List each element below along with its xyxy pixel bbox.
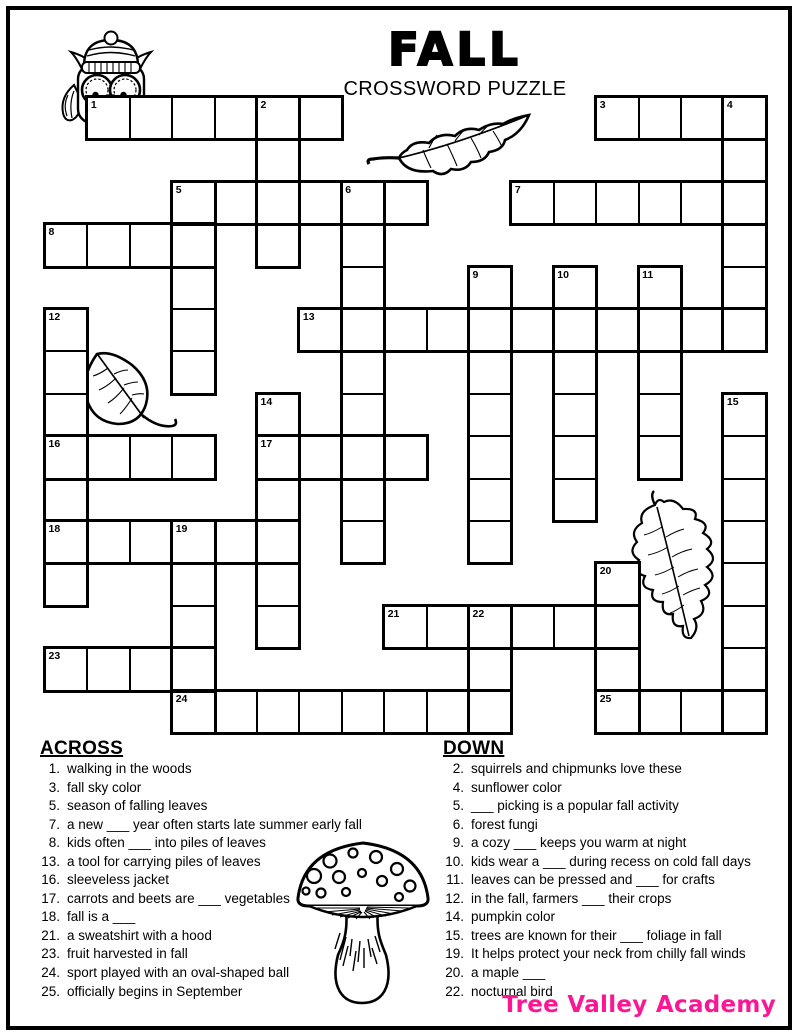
clue-text: pumpkin color — [471, 909, 556, 925]
clue-item — [437, 927, 751, 946]
cell-number: 25 — [599, 692, 612, 705]
crossword-cell[interactable] — [172, 606, 214, 648]
crossword-cell[interactable] — [723, 139, 765, 181]
crossword-cell[interactable] — [681, 182, 723, 224]
clue-text: kids often ___ into piles of leaves — [67, 835, 266, 851]
cell-number: 24 — [175, 692, 188, 705]
across-clue-list — [33, 760, 362, 1001]
crossword-cell[interactable] — [511, 606, 553, 648]
clue-item — [437, 797, 751, 816]
crossword-cell[interactable] — [469, 394, 511, 436]
page-subtitle: CROSSWORD PUZZLE — [343, 78, 567, 100]
clue-text: a new ___ year often starts late summer early fall — [67, 816, 362, 832]
crossword-cell[interactable] — [342, 691, 384, 733]
clue-number: 4. — [452, 779, 464, 795]
cell-number: 13 — [302, 311, 315, 323]
crossword-cell[interactable] — [172, 309, 214, 351]
crossword-cell[interactable] — [130, 648, 172, 690]
crossword-cell[interactable] — [87, 648, 129, 690]
cell-number: 8 — [48, 226, 55, 239]
clue-number: 23. — [41, 946, 60, 962]
crossword-cell[interactable] — [723, 648, 765, 690]
crossword-cell[interactable] — [130, 97, 172, 139]
crossword-cell[interactable] — [723, 691, 765, 733]
crossword-cell[interactable] — [427, 309, 469, 351]
crossword-cell[interactable] — [469, 648, 511, 690]
crossword-cell[interactable] — [554, 606, 596, 648]
clue-item — [33, 779, 362, 798]
cell-number: 14 — [260, 395, 273, 408]
clue-item — [33, 871, 362, 890]
clue-text: officially begins in September — [67, 983, 243, 999]
crossword-cell[interactable] — [257, 606, 299, 648]
crossword-cell[interactable] — [681, 97, 723, 139]
clue-text: It helps protect your neck from chilly fall winds — [471, 946, 746, 962]
clue-item — [33, 945, 362, 964]
clue-number: 3. — [48, 779, 60, 795]
clue-item — [33, 760, 362, 779]
cell-number: 4 — [726, 99, 733, 111]
crossword-cell[interactable] — [469, 309, 511, 351]
crossword-cell[interactable] — [342, 309, 384, 351]
clue-text: carrots and beets are ___ vegetables — [67, 890, 290, 906]
clue-item — [33, 890, 362, 909]
clue-text: walking in the woods — [67, 761, 192, 776]
cell-number: 1 — [90, 99, 97, 111]
clue-text: a sweatshirt with a hood — [67, 927, 212, 943]
crossword-cell[interactable] — [342, 224, 384, 266]
crossword-cell[interactable] — [723, 606, 765, 648]
oak-leaf-icon — [624, 489, 724, 649]
crossword-cell[interactable] — [130, 436, 172, 478]
clue-text: trees are known for their ___ foliage in fall — [471, 927, 722, 943]
crossword-cell[interactable] — [639, 351, 681, 393]
clue-text: fruit harvested in fall — [67, 946, 188, 962]
clue-text: a cozy ___ keeps you warm at night — [471, 835, 687, 851]
clue-text: a maple ___ — [471, 965, 546, 981]
crossword-cell[interactable] — [45, 563, 87, 605]
crossword-cell[interactable] — [469, 521, 511, 563]
clue-text: fall is a ___ — [67, 909, 136, 925]
crossword-cell[interactable] — [723, 479, 765, 521]
crossword-cell[interactable] — [257, 563, 299, 605]
clue-item — [33, 983, 362, 1002]
crossword-cell[interactable] — [639, 691, 681, 733]
crossword-cell[interactable] — [257, 182, 299, 224]
crossword-cell[interactable] — [342, 521, 384, 563]
clue-item — [33, 816, 362, 835]
clue-text: ___ picking is a popular fall activity — [471, 798, 679, 814]
clue-item — [437, 945, 751, 964]
cell-number: 18 — [48, 523, 61, 535]
crossword-cell[interactable] — [639, 97, 681, 139]
crossword-cell[interactable] — [215, 97, 257, 139]
crossword-cell[interactable] — [172, 563, 214, 605]
crossword-cell[interactable] — [681, 691, 723, 733]
crossword-cell[interactable] — [257, 224, 299, 266]
crossword-cell[interactable] — [342, 436, 384, 478]
clue-item — [33, 908, 362, 927]
clue-number: 25. — [41, 983, 60, 999]
clue-item — [33, 797, 362, 816]
cell-number: 3 — [599, 99, 606, 111]
cell-number: 2 — [260, 99, 267, 111]
clue-number: 18. — [41, 909, 60, 925]
crossword-cell[interactable] — [45, 479, 87, 521]
crossword-cell[interactable] — [723, 563, 765, 605]
clue-item — [33, 834, 362, 853]
clue-item — [33, 927, 362, 946]
crossword-cell[interactable] — [215, 691, 257, 733]
clue-text: leaves can be pressed and ___ for crafts — [471, 872, 715, 888]
crossword-cell[interactable] — [723, 309, 765, 351]
cell-number: 10 — [557, 268, 569, 281]
clue-number: 1. — [48, 761, 60, 776]
crossword-cell[interactable] — [299, 691, 341, 733]
cell-number: 22 — [472, 607, 485, 620]
clue-text: fall sky color — [67, 779, 142, 795]
cell-number: 9 — [472, 268, 479, 281]
cell-number: 20 — [599, 565, 612, 578]
clue-item — [437, 834, 751, 853]
crossword-cell[interactable] — [554, 436, 596, 478]
crossword-cell[interactable] — [469, 479, 511, 521]
cell-number: 7 — [514, 183, 521, 196]
crossword-cell[interactable] — [639, 436, 681, 478]
crossword-cell[interactable] — [87, 224, 129, 266]
branding-text: Tree Valley Academy — [502, 992, 776, 1018]
crossword-cell[interactable] — [596, 648, 638, 690]
cell-number: 12 — [48, 311, 61, 323]
crossword-cell[interactable] — [299, 182, 341, 224]
crossword-cell[interactable] — [257, 691, 299, 733]
birch-leaf-icon — [78, 348, 182, 440]
crossword-cell[interactable] — [172, 436, 214, 478]
clue-number: 8. — [48, 835, 60, 851]
crossword-cell[interactable] — [427, 691, 469, 733]
crossword-cell[interactable] — [172, 224, 214, 266]
across-header: ACROSS — [40, 738, 124, 759]
down-clue-list — [437, 760, 751, 1001]
crossword-cell[interactable] — [384, 691, 426, 733]
crossword-cell[interactable] — [639, 394, 681, 436]
clue-number: 19. — [445, 946, 464, 962]
crossword-cell[interactable] — [723, 224, 765, 266]
crossword-cell[interactable] — [257, 139, 299, 181]
clue-item — [437, 760, 751, 779]
clue-number: 16. — [41, 872, 60, 888]
crossword-cell[interactable] — [639, 309, 681, 351]
clue-item — [437, 890, 751, 909]
crossword-cell[interactable] — [596, 606, 638, 648]
clue-text: season of falling leaves — [67, 798, 208, 814]
clue-text: sleeveless jacket — [67, 872, 170, 888]
crossword-cell[interactable] — [469, 691, 511, 733]
crossword-cell[interactable] — [87, 521, 129, 563]
crossword-cell[interactable] — [554, 182, 596, 224]
crossword-cell[interactable] — [45, 394, 87, 436]
crossword-cell[interactable] — [172, 267, 214, 309]
clue-number: 5. — [48, 798, 60, 814]
crossword-cell[interactable] — [596, 182, 638, 224]
crossword-cell[interactable] — [384, 182, 426, 224]
crossword-cell[interactable] — [130, 521, 172, 563]
crossword-cell[interactable] — [723, 267, 765, 309]
crossword-cell[interactable] — [45, 351, 87, 393]
cell-number: 17 — [260, 438, 273, 451]
crossword-cell[interactable] — [257, 521, 299, 563]
clue-item — [437, 871, 751, 890]
clue-text: sunflower color — [471, 779, 562, 795]
crossword-cell[interactable] — [554, 479, 596, 521]
clue-item — [437, 816, 751, 835]
clue-item — [437, 964, 751, 983]
crossword-cell[interactable] — [723, 182, 765, 224]
crossword-cell[interactable] — [172, 351, 214, 393]
clue-text: a tool for carrying piles of leaves — [67, 853, 261, 869]
crossword-cell[interactable] — [342, 394, 384, 436]
clue-number: 6. — [452, 816, 464, 832]
crossword-cell[interactable] — [215, 521, 257, 563]
clue-number: 15. — [445, 927, 464, 943]
crossword-cell[interactable] — [257, 479, 299, 521]
clue-item — [437, 779, 751, 798]
crossword-cell[interactable] — [554, 351, 596, 393]
crossword-cell[interactable] — [723, 521, 765, 563]
crossword-cell[interactable] — [342, 479, 384, 521]
crossword-cell[interactable] — [511, 309, 553, 351]
crossword-cell[interactable] — [299, 97, 341, 139]
clue-number: 7. — [48, 816, 60, 832]
crossword-cell[interactable] — [554, 309, 596, 351]
crossword-cell[interactable] — [342, 351, 384, 393]
page-title: FALL — [388, 23, 522, 76]
clue-item — [437, 853, 751, 872]
crossword-cell[interactable] — [87, 436, 129, 478]
clue-number: 20. — [445, 965, 464, 981]
clue-text: sport played with an oval-shaped ball — [67, 965, 290, 981]
cell-number: 6 — [345, 183, 352, 196]
crossword-cell[interactable] — [384, 436, 426, 478]
clue-number: 24. — [41, 965, 60, 981]
clue-text: squirrels and chipmunks love these — [471, 761, 682, 776]
cell-number: 19 — [175, 523, 188, 535]
crossword-cell[interactable] — [427, 606, 469, 648]
clue-item — [33, 853, 362, 872]
crossword-cell[interactable] — [384, 309, 426, 351]
clue-number: 21. — [41, 927, 60, 943]
clue-item — [33, 964, 362, 983]
clue-number: 13. — [41, 853, 60, 869]
crossword-cell[interactable] — [469, 351, 511, 393]
cell-number: 5 — [175, 183, 182, 196]
clue-text: nocturnal bird — [471, 983, 553, 999]
cell-number: 16 — [48, 438, 61, 451]
cell-number: 21 — [387, 607, 400, 620]
clue-number: 22. — [445, 983, 464, 999]
crossword-cell[interactable] — [723, 436, 765, 478]
clue-text: in the fall, farmers ___ their crops — [471, 890, 672, 906]
down-header: DOWN — [443, 738, 505, 759]
crossword-cell[interactable] — [215, 182, 257, 224]
clue-text: forest fungi — [471, 816, 538, 832]
crossword-cell[interactable] — [469, 436, 511, 478]
crossword-cell[interactable] — [596, 309, 638, 351]
crossword-cell[interactable] — [342, 267, 384, 309]
beech-leaf-icon — [363, 98, 538, 186]
clue-text: kids wear a ___ during recess on cold fall days — [471, 853, 751, 869]
clue-number: 10. — [445, 853, 464, 869]
clue-number: 9. — [452, 835, 464, 851]
crossword-cell[interactable] — [554, 394, 596, 436]
crossword-cell[interactable] — [130, 224, 172, 266]
clue-number: 5. — [452, 798, 464, 814]
clue-number: 11. — [446, 872, 464, 888]
crossword-cell[interactable] — [172, 97, 214, 139]
crossword-cell[interactable] — [299, 436, 341, 478]
clue-number: 2. — [452, 761, 464, 776]
clue-number: 14. — [445, 909, 464, 925]
cell-number: 15 — [726, 395, 739, 408]
crossword-cell[interactable] — [681, 309, 723, 351]
clue-number: 12. — [445, 890, 464, 906]
crossword-cell[interactable] — [639, 182, 681, 224]
crossword-cell[interactable] — [172, 648, 214, 690]
clue-item — [437, 908, 751, 927]
cell-number: 11 — [642, 268, 654, 281]
cell-number: 23 — [48, 650, 61, 663]
clue-number: 17. — [41, 890, 60, 906]
